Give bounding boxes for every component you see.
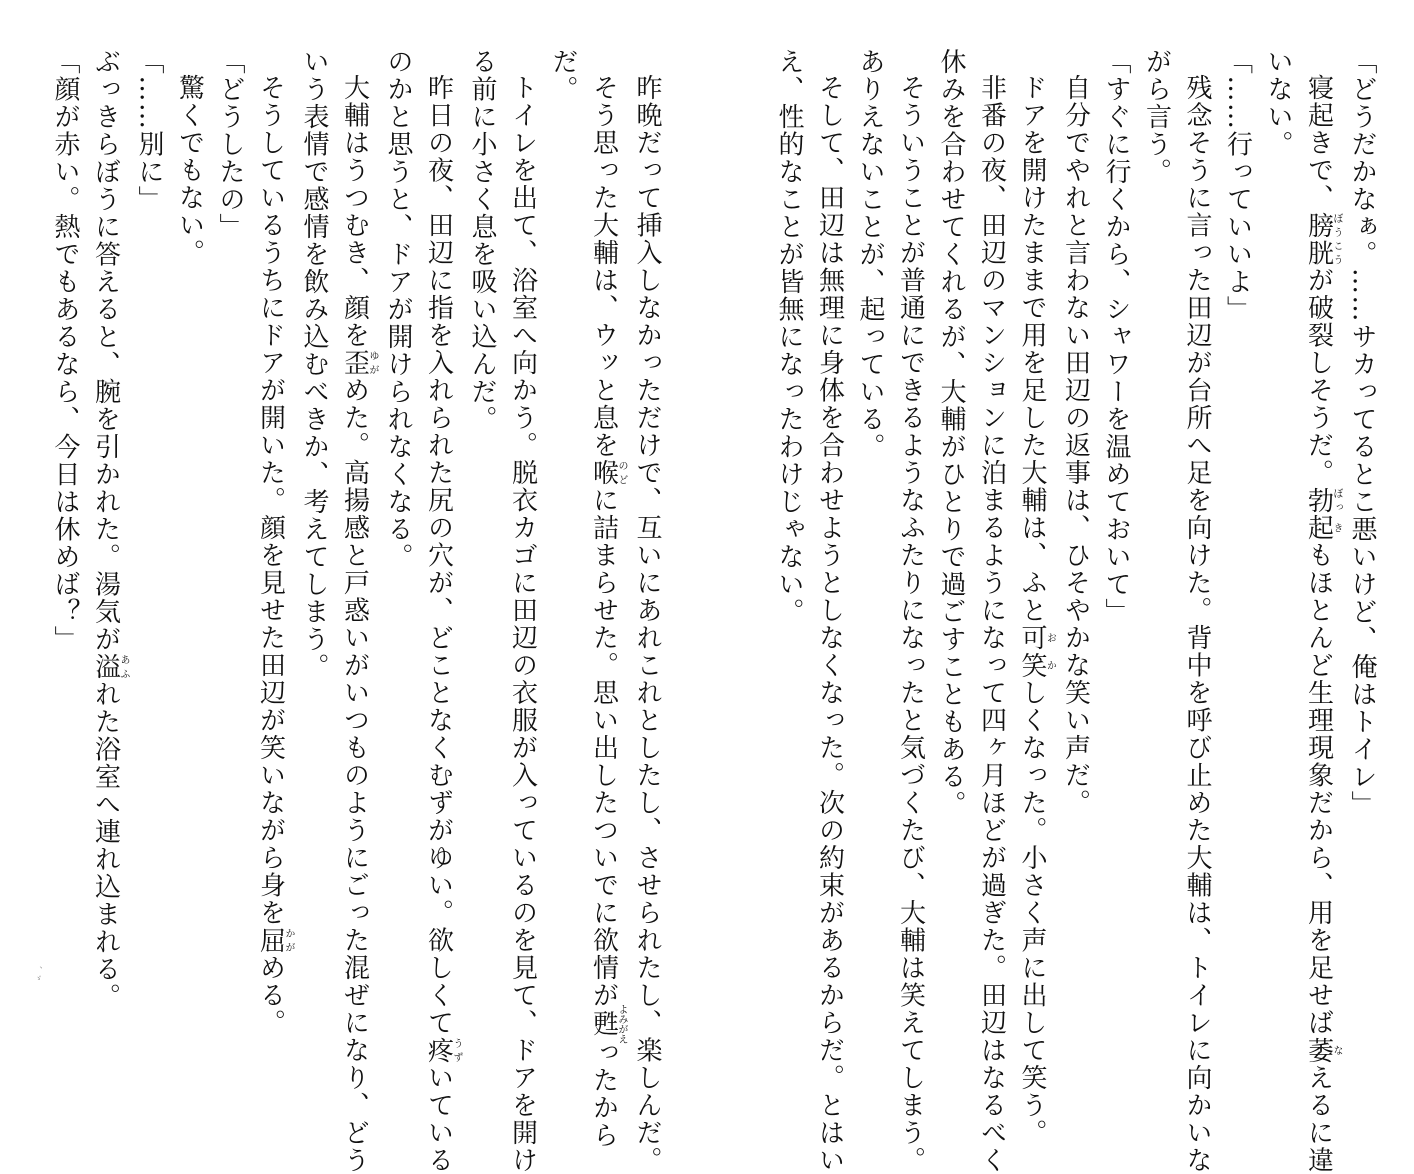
left-page-line-12: 驚くでもない。 bbox=[174, 74, 205, 267]
right-page-line-8: 自分でやれと言わない田辺の返事は、ひそやかな笑い声だ。 bbox=[1060, 74, 1091, 817]
right-page-line-5: 残念そうに言った田辺が台所へ足を向けた。背中を呼び止めた大輔は、トイレに向かいな bbox=[1182, 74, 1212, 1174]
right-page-line-13: ありえないことが、起っている。 bbox=[855, 48, 885, 461]
left-page-text bbox=[50, 48, 667, 1174]
right-page-line-15: え、性的なことが皆無になったわけじゃない。 bbox=[774, 48, 804, 626]
right-page-line-4: 「……行っていいよ」 bbox=[1222, 48, 1253, 323]
left-page-line-5: る前に小さく息を吸い込んだ。 bbox=[467, 48, 497, 433]
right-page-line-12: そういうことが普通にできるようなふたりになったと気づくたび、大輔は笑えてしまう。 bbox=[895, 74, 926, 1174]
right-page-line-14: そして、田辺は無理に身体を合わせようとしなくなった。次の約束があるからだ。とはい bbox=[814, 74, 845, 1174]
right-page-line-1: 「どうだかなぁ。……サカってるとこ悪いけど、俺はトイレ」 bbox=[1347, 48, 1377, 818]
right-page bbox=[707, 0, 1414, 1174]
left-page-line-11: 「どうしたの」 bbox=[215, 48, 245, 241]
left-page-line-7: のかと思うと、ドアが開けられなくなる。 bbox=[383, 48, 413, 571]
right-page-line-6: がら言う。 bbox=[1141, 48, 1172, 186]
left-page-line-6: 昨日の夜、田辺に指を入れられた尻の穴が、どことなくむずがゆい。欲しくて疼うずいている bbox=[423, 74, 462, 1174]
left-page-line-3: だ。 bbox=[548, 48, 578, 103]
left-page-line-9: いう表情で感情を飲み込むべきか、考えてしまう。 bbox=[299, 48, 329, 681]
left-page-line-13: 「……別に」 bbox=[134, 48, 164, 213]
left-page-line-15: 「顔が赤い。熱でもあるなら、今日は休めば？」 bbox=[50, 48, 80, 653]
right-page-line-2: 寝起きで、膀胱ぼうこうが破裂しそうだ。勃ぼっ起きもほとんど生理現象だから、用を足せば萎なえるに違 bbox=[1303, 74, 1342, 1174]
right-page-line-10: 非番の夜、田辺のマンションに泊まるようになって四ヶ月ほどが過ぎた。田辺はなるべく bbox=[976, 74, 1007, 1174]
left-page-line-10: そうしているうちにドアが開いた。顔を見せた田辺が笑いながら身を屈かがめる。 bbox=[255, 74, 294, 1037]
right-page-line-9: ドアを開けたままで用を足した大輔は、ふと可お笑かしくなった。小さく声に出して笑う。 bbox=[1017, 74, 1056, 1147]
page-mark: 、ゞ bbox=[34, 966, 43, 982]
left-page-line-8: 大輔はうつむき、顔を歪ゆがめた。高揚感と戸惑いがいつものようにごった混ぜになり、どう bbox=[339, 74, 378, 1174]
right-page-line-11: 休みを合わせてくれるが、大輔がひとりで過ごすこともある。 bbox=[936, 48, 966, 818]
left-page-line-1: 昨晩だって挿入しなかっただけで、互いにあれこれとしたし、させられたし、楽しんだ。 bbox=[632, 74, 662, 1174]
left-page-line-14: ぶっきらぼうに答えると、腕を引かれた。湯気が溢あふれた浴室へ連れ込まれる。 bbox=[90, 48, 129, 1011]
right-page-line-3: いない。 bbox=[1263, 48, 1293, 158]
left-page-line-2: そう思った大輔は、ウッと息を喉のどに詰まらせた。思い出したついでに欲情が甦よみがえったから bbox=[588, 74, 627, 1149]
left-page-line-4: トイレを出て、浴室へ向かう。脱衣カゴに田辺の衣服が入っているのを見て、ドアを開け bbox=[507, 74, 538, 1174]
right-page-line-7: 「すぐに行くから、シャワーを温めておいて」 bbox=[1101, 48, 1131, 626]
right-page-text bbox=[774, 48, 1382, 1174]
